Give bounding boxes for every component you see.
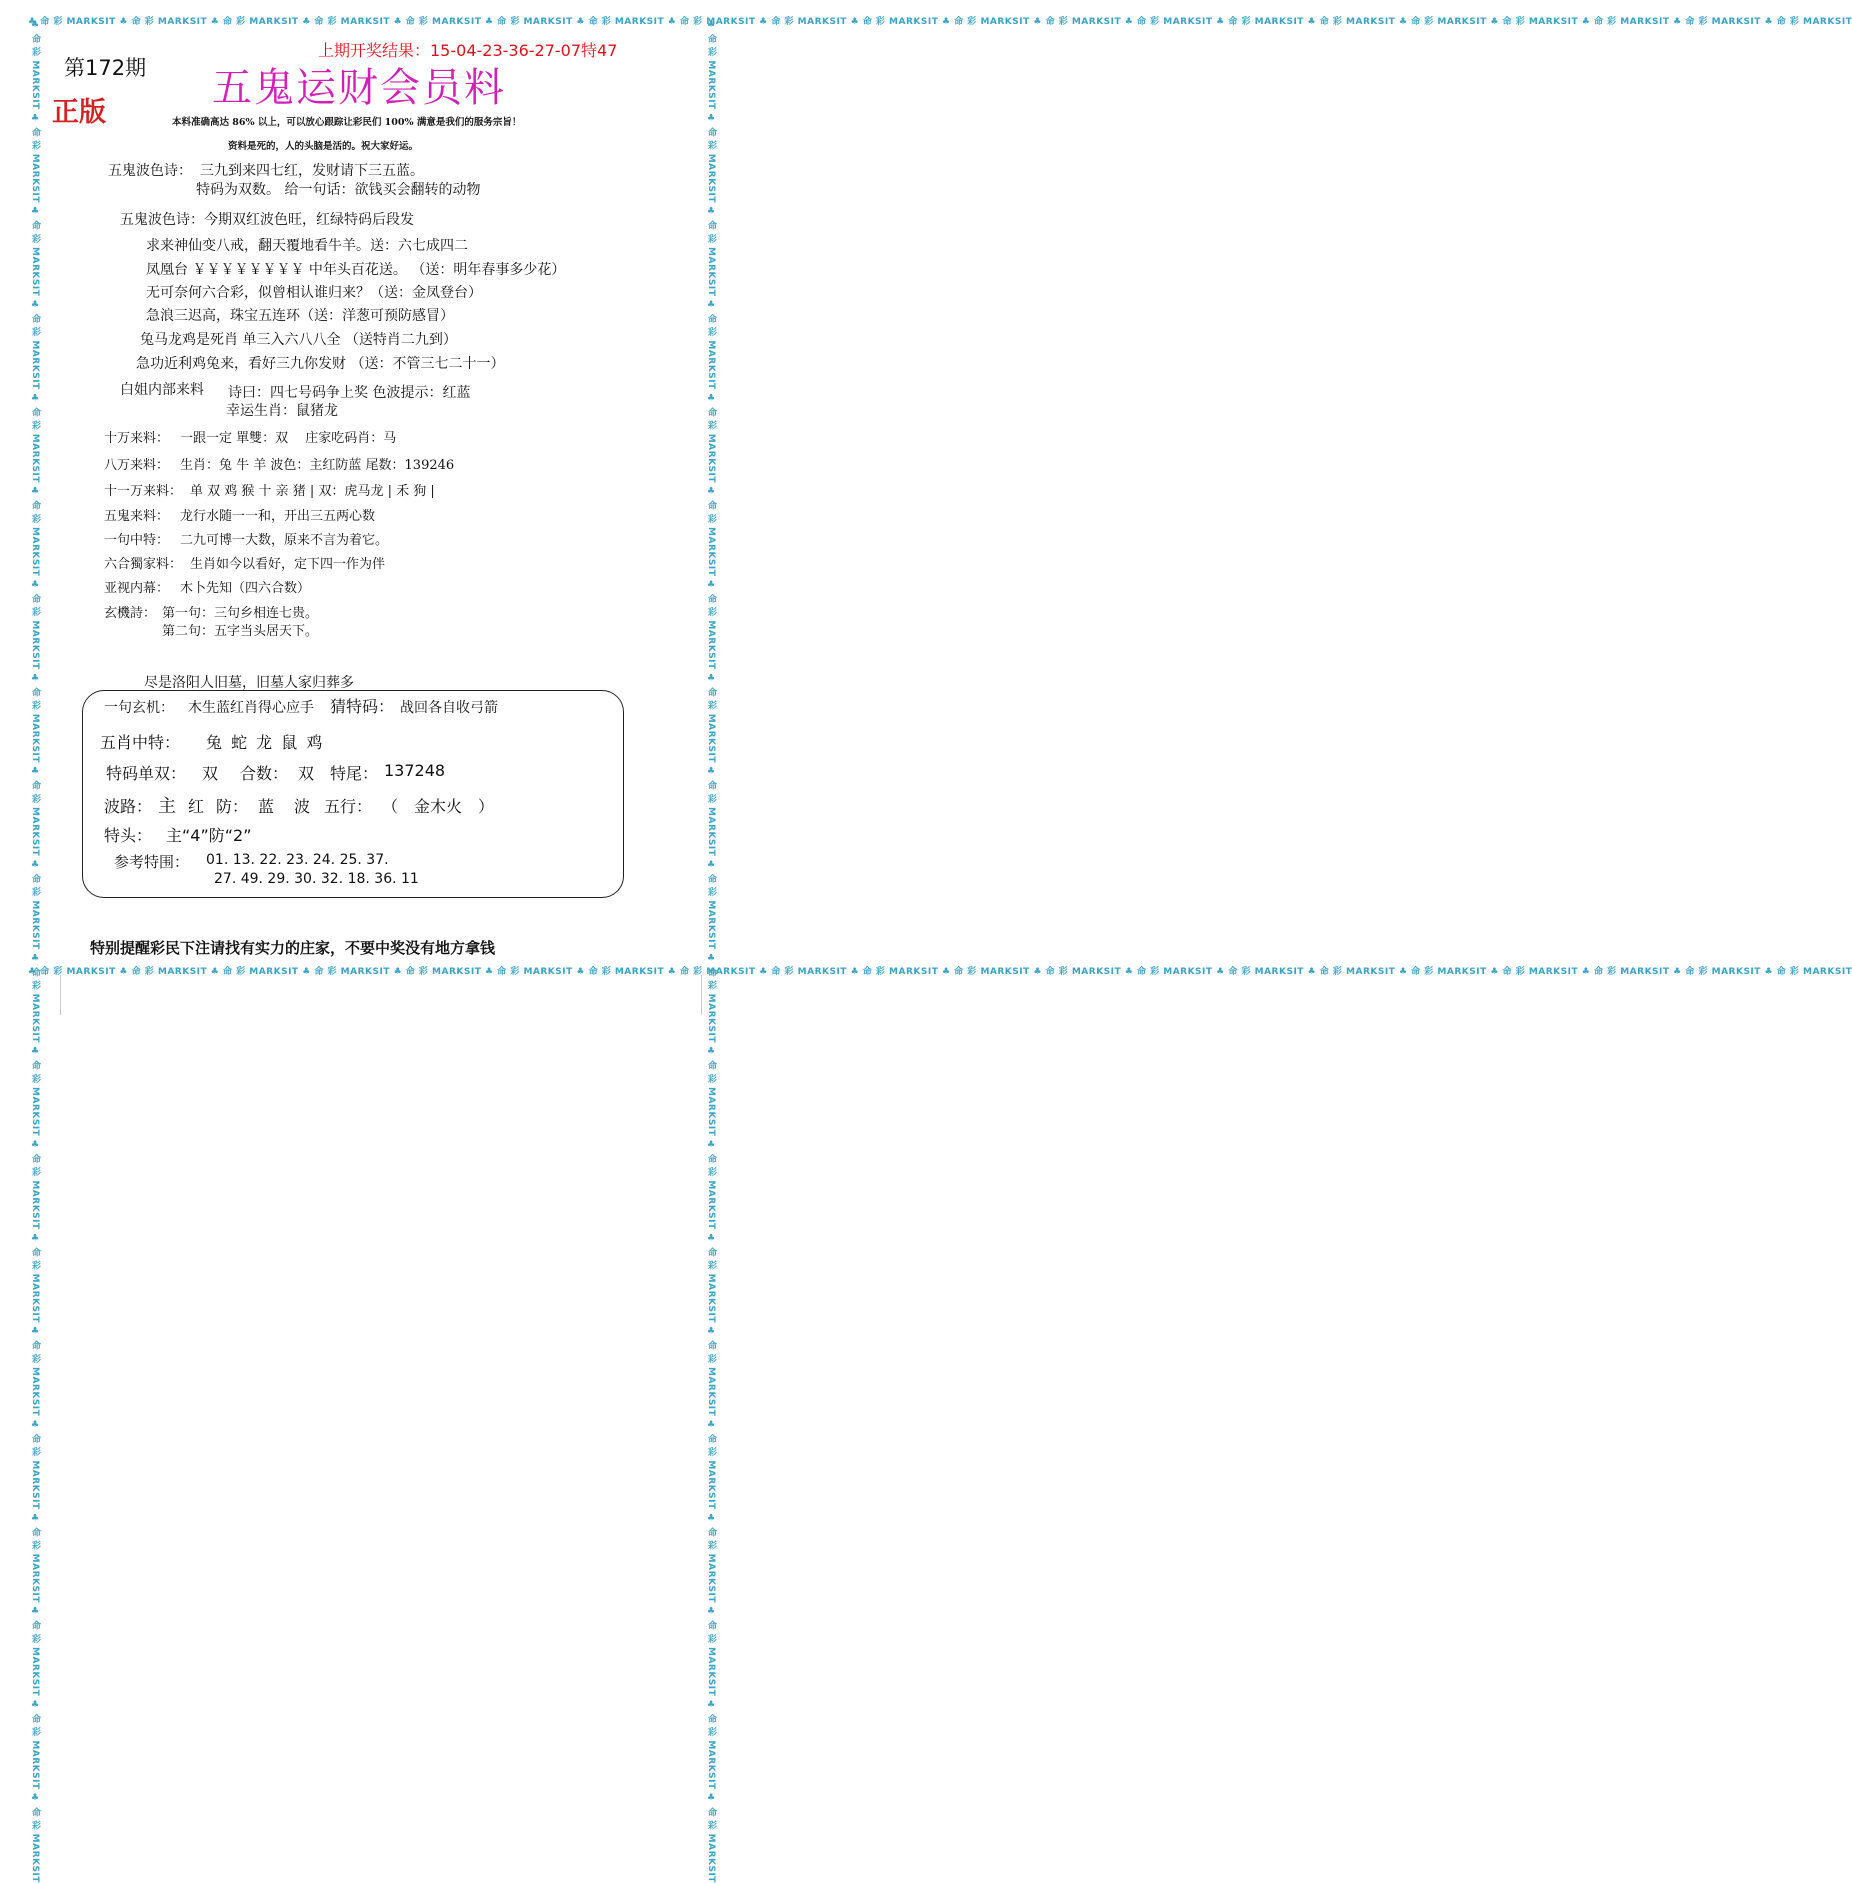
- genuine-label: 正版: [52, 97, 106, 128]
- poem2-line: 急功近利鸡兔来，看好三九你发财 （送：不管三七二十一）: [136, 356, 505, 372]
- ref-label: 参考特围：: [114, 853, 190, 871]
- proverb: 尽是洛阳人旧墓，旧墓人家归葬多: [144, 675, 354, 691]
- head-value: 主“4”防“2”: [166, 826, 252, 845]
- poem1-line1: 三九到来四七红，发财请下三五蓝。: [200, 163, 424, 179]
- guess-text: 战回各自收弓箭: [400, 700, 498, 716]
- item-label: 十万来料：: [104, 431, 170, 446]
- elements-label: 五行：: [324, 797, 373, 816]
- item-label: 一句中特：: [104, 533, 170, 548]
- sum-value: 双: [298, 764, 315, 783]
- five-zodiacs: 兔 蛇 龙 鼠 鸡: [206, 733, 325, 752]
- mystery-line2: 第二句：五字当头居天下。: [162, 624, 319, 639]
- wave-main: 主: [158, 796, 176, 817]
- wave-red: 红: [188, 797, 205, 816]
- poem1-label: 五鬼波色诗：: [108, 163, 192, 179]
- accuracy-note: 本料准确高达 86% 以上，可以放心跟踪让彩民们 100% 满意是我们的服务宗旨！: [172, 117, 522, 128]
- item-value: 生肖：兔 牛 羊 波色：主红防蓝 尾数：139246: [180, 458, 455, 473]
- wave-label: 波路：: [104, 797, 153, 816]
- item-value: 单 双 鸡 猴 十 亲 猪 | 双：虎马龙 | 禾 狗 |: [190, 484, 435, 499]
- last-results: 上期开奖结果：15-04-23-36-27-07特47: [318, 41, 618, 60]
- five-label: 五肖中特：: [100, 733, 181, 752]
- page-title: 五鬼运财会员料: [212, 65, 506, 111]
- item-label: 亚视内幕：: [104, 581, 170, 596]
- mystery-line1: 第一句：三句乡相连七贵。: [162, 606, 319, 621]
- poem2-heading: 五鬼波色诗：今期双红波色旺，红绿特码后段发: [120, 212, 414, 228]
- poem2-line: 凤凰台 ￥￥￥￥￥￥￥￥ 中年头百花送。 （送：明年春事多少花）: [146, 262, 566, 278]
- head-label: 特头：: [104, 826, 153, 845]
- item-value: 二九可博一大数，原来不言为着它。: [180, 533, 389, 548]
- poem2-line: 兔马龙鸡是死肖 单三入六八八全 （送特肖二九到）: [140, 332, 457, 348]
- poem2-line: 急浪三迟高，珠宝五连环（送：洋葱可预防感冒）: [146, 308, 454, 324]
- page-edge: [60, 975, 702, 1015]
- motto: 资料是死的，人的头脑是活的。祝大家好运。: [228, 141, 419, 152]
- ref-line1: 01. 13. 22. 23. 24. 25. 37.: [206, 852, 389, 868]
- item-value: 龙行水随一一和，开出三五两心数: [180, 509, 376, 524]
- insider-poem: 诗曰：四七号码争上奖 色波提示：红蓝: [228, 385, 471, 401]
- item-label: 八万来料：: [104, 458, 170, 473]
- riddle-label: 一句玄机：: [104, 700, 174, 716]
- mystery-label: 玄機詩：: [104, 606, 157, 621]
- tail-value: 137248: [384, 761, 446, 780]
- wave-word: 波: [294, 797, 311, 816]
- riddle-text: 木生蓝红肖得心应手: [188, 700, 314, 716]
- border-bottom: ♣ 命 彩 MARKSIT ♣ 命 彩 MARKSIT ♣ 命 彩 MARKSIT ♣ 命 彩 MARKSIT ♣ 命 彩 MARKSIT ♣ 命 彩 MARKSIT ♣ 命 彩 MARKSIT ♣ 命 彩 MARKSIT ♣ 命 彩 MARKSIT ♣ 命 彩 MARKSIT ♣ 命 彩 MARKSIT ♣ 命 彩 MARKSIT ♣ 命 彩 MARKSIT ♣ 命 彩 MARKSIT ♣ 命 彩 MARKSIT ♣ 命 彩 MARKSIT ♣ 命 彩 MARKSIT ♣ 命 彩 MARKSIT ♣ 命 彩 MARKSIT ♣ 命 彩 MARKSIT: [28, 967, 1852, 977]
- wave-guard: 防：: [216, 797, 249, 816]
- poem2-line: 无可奈何六合彩，似曾相认谁归来？（送：金凤登台）: [146, 285, 482, 301]
- item-label: 六合獨家料：: [104, 557, 183, 572]
- footer-warning: 特别提醒彩民下注请找有实力的庄家，不要中奖没有地方拿钱: [90, 939, 496, 957]
- item-value: 木卜先知（四六合数）: [180, 581, 311, 596]
- border-top: ♣ 命 彩 MARKSIT ♣ 命 彩 MARKSIT ♣ 命 彩 MARKSIT ♣ 命 彩 MARKSIT ♣ 命 彩 MARKSIT ♣ 命 彩 MARKSIT ♣ 命 彩 MARKSIT ♣ 命 彩 MARKSIT ♣ 命 彩 MARKSIT ♣ 命 彩 MARKSIT ♣ 命 彩 MARKSIT ♣ 命 彩 MARKSIT ♣ 命 彩 MARKSIT ♣ 命 彩 MARKSIT ♣ 命 彩 MARKSIT ♣ 命 彩 MARKSIT ♣ 命 彩 MARKSIT ♣ 命 彩 MARKSIT ♣ 命 彩 MARKSIT ♣ 命 彩 MARKSIT: [28, 17, 1852, 27]
- parity-value: 双: [202, 764, 219, 783]
- insider-lucky: 幸运生肖：鼠猪龙: [226, 403, 338, 419]
- issue-number: 第172期: [64, 56, 147, 80]
- item-label: 五鬼来料：: [104, 509, 170, 524]
- item-value: 一跟一定 單雙：双 庄家吃码肖：马: [180, 431, 397, 446]
- poem2-line: 求来神仙变八戒，翻天覆地看牛羊。送：六七成四二: [146, 238, 468, 254]
- elements-value: （ 金木火 ）: [382, 797, 495, 816]
- guess-label: 猜特码：: [330, 697, 395, 716]
- poem1-line2: 特码为双数。 给一句话：欲钱买会翻转的动物: [196, 182, 481, 198]
- sum-label: 合数：: [240, 764, 289, 783]
- border-left: ♣ 命 彩 MARKSIT ♣ 命 彩 MARKSIT ♣ 命 彩 MARKSIT ♣ 命 彩 MARKSIT ♣ 命 彩 MARKSIT ♣ 命 彩 MARKSIT ♣ 命 彩 MARKSIT ♣ 命 彩 MARKSIT ♣ 命 彩 MARKSIT ♣ 命 彩 MARKSIT ♣ 命 彩 MARKSIT ♣ 命 彩 MARKSIT ♣ 命 彩 MARKSIT ♣ 命 彩 MARKSIT ♣ 命 彩 MARKSIT ♣ 命 彩 MARKSIT ♣ 命 彩 MARKSIT ♣ 命 彩 MARKSIT ♣ 命 彩 MARKSIT ♣ 命 彩 MARKSIT: [30, 20, 40, 1883]
- ref-line2: 27. 49. 29. 30. 32. 18. 36. 11: [214, 871, 419, 887]
- insider-label: 白姐内部来料: [120, 382, 204, 398]
- item-value: 生肖如今以看好，定下四一作为伴: [190, 557, 386, 572]
- item-label: 十一万来料：: [104, 484, 183, 499]
- border-right: ♣ 命 彩 MARKSIT ♣ 命 彩 MARKSIT ♣ 命 彩 MARKSIT ♣ 命 彩 MARKSIT ♣ 命 彩 MARKSIT ♣ 命 彩 MARKSIT ♣ 命 彩 MARKSIT ♣ 命 彩 MARKSIT ♣ 命 彩 MARKSIT ♣ 命 彩 MARKSIT ♣ 命 彩 MARKSIT ♣ 命 彩 MARKSIT ♣ 命 彩 MARKSIT ♣ 命 彩 MARKSIT ♣ 命 彩 MARKSIT ♣ 命 彩 MARKSIT ♣ 命 彩 MARKSIT ♣ 命 彩 MARKSIT ♣ 命 彩 MARKSIT ♣ 命 彩 MARKSIT: [706, 20, 716, 1883]
- tail-label: 特尾：: [330, 764, 379, 783]
- parity-label: 特码单双：: [106, 764, 187, 783]
- wave-blue: 蓝: [258, 797, 275, 816]
